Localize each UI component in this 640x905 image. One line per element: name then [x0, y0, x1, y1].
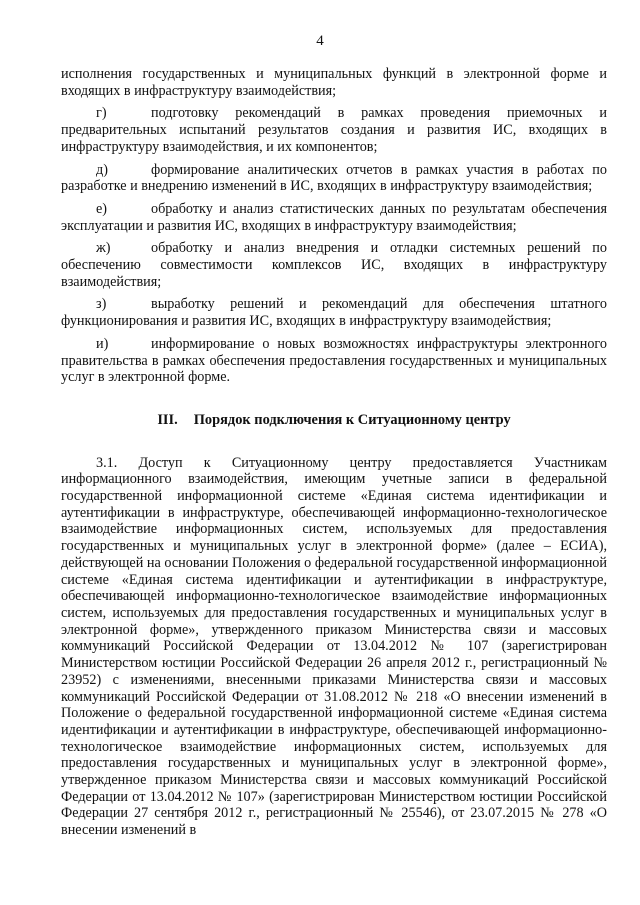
list-item-label: ж) [96, 240, 111, 257]
list-item-i [61, 336, 607, 386]
list-item-text: информирование о новых возможностях инфраструктуры электронного правительства в рамках обеспечения предоставления государственных и муниципальных услуг в электронной форме. [61, 335, 607, 386]
list-item-g [61, 105, 607, 155]
list-item-z [61, 296, 607, 329]
list-item-label: з) [96, 296, 107, 313]
list-item-zh [61, 240, 607, 290]
list-item-text: формирование аналитических отчетов в рамках участия в работах по разработке и внедрению изменений в ИС, входящих в инфраструктуру взаимодействия; [61, 161, 607, 195]
list-item-label: г) [96, 105, 107, 122]
list-item-d [61, 162, 607, 195]
list-item-text: подготовку рекомендаций в рамках проведения приемочных и предварительных испытаний результатов создания и развития ИС, входящих в инфраструктуру взаимодействия, и их компонентов; [61, 105, 607, 155]
list-item-text: выработку решений и рекомендаций для обеспечения штатного функционирования и развития ИС, входящих в инфраструктуру взаимодействия; [61, 296, 607, 330]
list-item-label: и) [96, 335, 109, 352]
page-number: 4 [316, 33, 324, 49]
section-heading [61, 412, 607, 429]
section-title: Порядок подключения к Ситуационному центру [193, 411, 511, 428]
list-item-label: е) [96, 200, 108, 217]
intro-paragraph-tail: исполнения государственных и муниципальных функций в электронной форме и входящих в инфраструктуру взаимодействия; [61, 66, 607, 99]
list-item-e [61, 201, 607, 234]
section-number: III. [157, 411, 178, 428]
list-item-text: обработку и анализ статистических данных по результатам обеспечения эксплуатации и развития ИС, входящих в инфраструктуру взаимодействия; [61, 200, 607, 234]
document-body [61, 66, 607, 839]
list-item-label: д) [96, 161, 108, 178]
paragraph-3-1: 3.1. Доступ к Ситуационному центру предоставляется Участникам информационного взаимодействия, имеющим учетные записи в федеральной государственной информационной системе «Единая система идентификации и аутентификации в инфраструктуре, обеспечивающей информационно-технологическое взаимодействие информационных систем, используемых для предоставления государственных и муниципальных услуг в электронной форме» (далее – ЕСИА), действующей на основании Положения о федеральной государственной информационной системе «Единая система идентификации и аутентификации в инфраструктуре, обеспечивающей информационно-технологическое взаимодействие информационных систем, используемых для предоставления государственных и муниципальных услуг в электронной форме», утвержденного приказом Министерства связи и массовых коммуникаций Российской Федерации от 13.04.2012 № 107 (зарегистрирован Министерством юстиции Российской Федерации 26 апреля 2012 г., регистрационный № 23952) с изменениями, внесенными приказами Министерства связи и массовых коммуникаций Российской Федерации от 31.08.2012 № 218 «О внесении изменений в Положение о федеральной государственной информационной системе «Единая система идентификации и аутентификации в инфраструктуре, обеспечивающей информационно-технологическое взаимодействие информационных систем, используемых для предоставления государственных и муниципальных услуг в электронной форме», утвержденное приказом Министерства связи и массовых коммуникаций Российской Федерации от 13.04.2012 № 107» (зарегистрирован Министерством юстиции Российской Федерации 27 сентября 2012 г., регистрационный № 25546), от 23.07.2015 № 278 «О внесении изменений в [61, 454, 607, 839]
list-item-text: обработку и анализ внедрения и отладки системных решений по обеспечению совместимости комплексов ИС, входящих в инфраструктуру взаимодействия; [61, 240, 607, 290]
